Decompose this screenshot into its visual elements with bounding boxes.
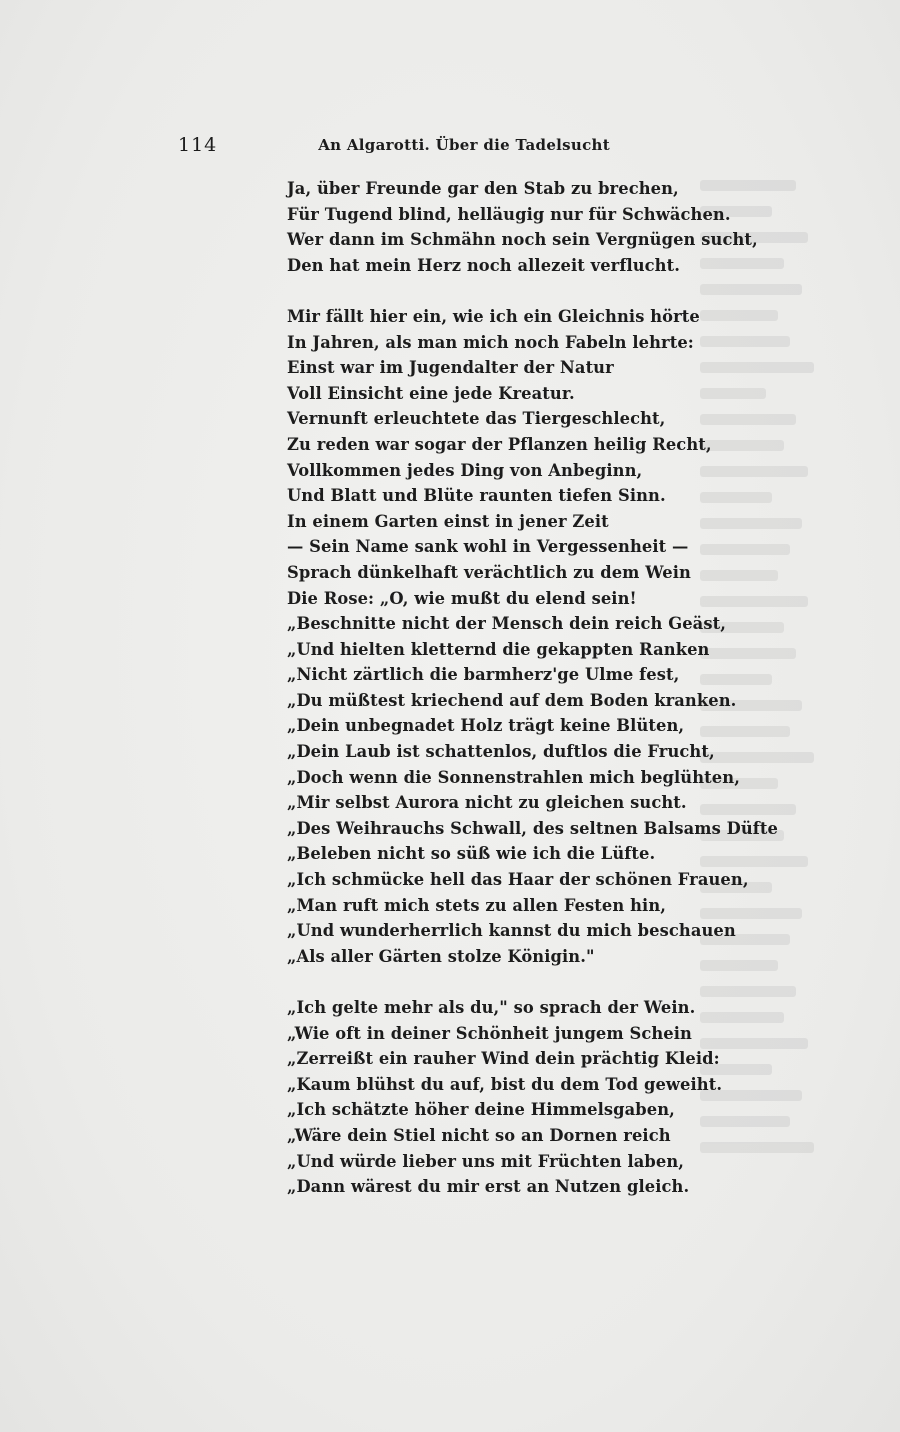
verse-line: „Dein Laub ist schattenlos, duftlos die Frucht,: [287, 742, 715, 762]
verse-line: „Des Weihrauchs Schwall, des seltnen Balsams Düfte: [287, 818, 778, 838]
stanza-3: [287, 995, 727, 1200]
verse-line: Die Rose: „O, wie mußt du elend sein!: [287, 588, 637, 608]
verse-line: „Man ruft mich stets zu allen Festen hin,: [287, 895, 667, 915]
verse-line: Einst war im Jugendalter der Natur: [287, 358, 614, 378]
page-header: [178, 130, 610, 160]
verse-line: „Nicht zärtlich die barmherz'ge Ulme fest,: [287, 665, 680, 685]
stanza-1: [287, 176, 758, 278]
page-number: 114: [178, 134, 218, 156]
verse-line: Und Blatt und Blüte raunten tiefen Sinn.: [287, 486, 666, 506]
verse-line: „Mir selbst Aurora nicht zu gleichen sucht.: [287, 793, 687, 813]
verse-line: „Beleben nicht so süß wie ich die Lüfte.: [287, 844, 656, 864]
verse-line: „Wäre dein Stiel nicht so an Dornen reich: [287, 1125, 671, 1145]
verse-line: „Ich schmücke hell das Haar der schönen Frauen,: [287, 870, 749, 890]
verse-line: „Doch wenn die Sonnenstrahlen mich beglühten,: [287, 767, 740, 787]
verse-line: „Wie oft in deiner Schönheit jungem Schein: [287, 1023, 692, 1043]
verse-line: Sprach dünkelhaft verächtlich zu dem Wein: [287, 562, 691, 582]
verse-line: „Ich schätzte höher deine Himmelsgaben,: [287, 1100, 675, 1120]
verse-line: „Ich gelte mehr als du," so sprach der Wein.: [287, 998, 696, 1017]
verse-line: Wer dann im Schmähn noch sein Vergnügen sucht,: [287, 230, 758, 250]
verse-line: Voll Einsicht eine jede Kreatur.: [287, 383, 575, 403]
verse-line: Mir fällt hier ein, wie ich ein Gleichnis hörte: [287, 306, 700, 326]
verse-line: „Dann wärest du mir erst an Nutzen gleich.: [287, 1177, 690, 1197]
verse-line: In Jahren, als man mich noch Fabeln lehrte:: [287, 332, 694, 352]
verse-line: In einem Garten einst in jener Zeit: [287, 511, 609, 531]
verse-line: „Und wunderherrlich kannst du mich beschauen: [287, 921, 736, 941]
running-head: An Algarotti. Über die Tadelsucht: [318, 136, 610, 154]
verse-line: „Zerreißt ein rauher Wind dein prächtig Kleid:: [287, 1049, 720, 1069]
verse-line: „Und hielten kletternd die gekappten Ranken: [287, 639, 710, 659]
verse-line: „Und würde lieber uns mit Früchten laben,: [287, 1151, 685, 1171]
stanza-2: [287, 304, 778, 969]
verse-line: Den hat mein Herz noch allezeit verflucht.: [287, 255, 681, 275]
verse-line: „Beschnitte nicht der Mensch dein reich Geäst,: [287, 614, 726, 634]
verse-line: „Du müßtest kriechend auf dem Boden kranken.: [287, 690, 737, 710]
verse-line: Zu reden war sogar der Pflanzen heilig Recht,: [287, 434, 712, 454]
poem-body: [287, 176, 778, 1200]
verse-line: „Dein unbegnadet Holz trägt keine Blüten,: [287, 716, 685, 736]
verse-line: — Sein Name sank wohl in Vergessenheit —: [287, 537, 689, 557]
verse-line: Vollkommen jedes Ding von Anbeginn,: [287, 460, 643, 480]
verse-line: Ja, über Freunde gar den Stab zu brechen,: [287, 179, 679, 198]
verse-line: Vernunft erleuchtete das Tiergeschlecht,: [287, 409, 666, 429]
verse-line: Für Tugend blind, helläugig nur für Schwächen.: [287, 204, 731, 224]
verse-line: „Als aller Gärten stolze Königin.": [287, 946, 595, 966]
verse-line: „Kaum blühst du auf, bist du dem Tod geweiht.: [287, 1074, 723, 1094]
